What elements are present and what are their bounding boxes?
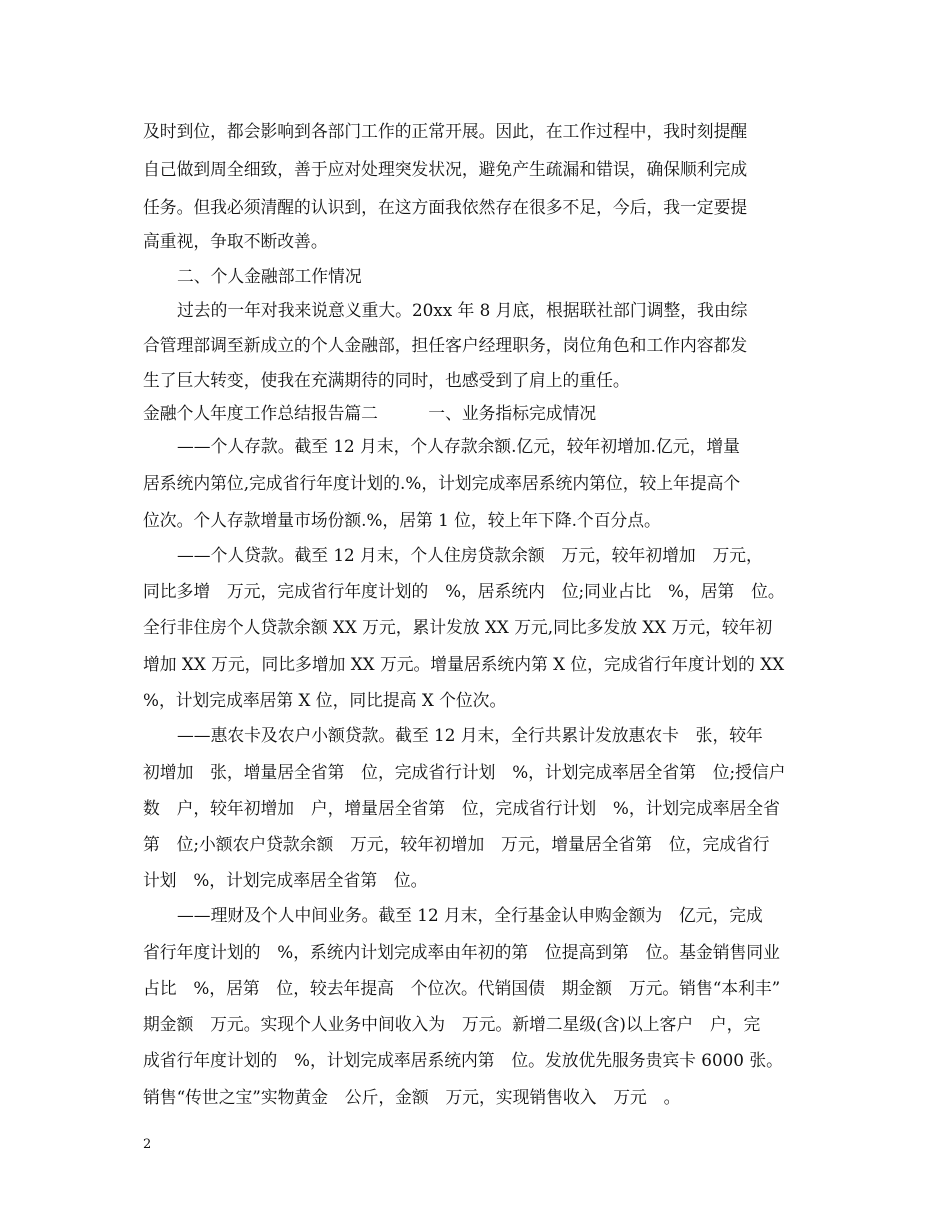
text-line: 占比 %，居第 位，较去年提高 个位次。代销国债 期金额 万元。销售“本利丰” — [143, 978, 781, 998]
text-line: 数 户，较年初增加 户，增量居全省第 位，完成省行计划 %，计划完成率居全省 — [143, 798, 780, 818]
section-heading: 二、个人金融部工作情况 — [177, 266, 362, 286]
text-line: 合管理部调至新成立的个人金融部，担任客户经理职务，岗位角色和工作内容都发 — [143, 335, 748, 355]
text-line: 居系统内第位,完成省行年度计划的.%，计划完成率居系统内第位，较上年提高个 — [143, 473, 741, 493]
text-line: 成省行年度计划的 %，计划完成率居系统内第 位。发放优先服务贵宾卡 6000 张。 — [143, 1050, 783, 1070]
text-line: 自己做到周全细致，善于应对处理突发状况，避免产生疏漏和错误，确保顺利完成 — [143, 159, 748, 179]
text-line: ——个人存款。截至 12 月末，个人存款余额.亿元，较年初增加.亿元，增量 — [177, 436, 740, 456]
text-line: 位次。个人存款增量市场份额.%，居第 1 位，较上年下降.个百分点。 — [143, 510, 661, 530]
text-line: 过去的一年对我来说意义重大。20xx 年 8 月底，根据联社部门调整，我由综 — [177, 300, 748, 320]
text-line: ——理财及个人中间业务。截至 12 月末，全行基金认申购金额为 亿元，完成 — [177, 905, 763, 925]
text-line: ——个人贷款。截至 12 月末，个人住房贷款余额 万元，较年初增加 万元， — [177, 545, 763, 565]
text-line: 省行年度计划的 %，系统内计划完成率由年初的第 位提高到第 位。基金销售同业 — [143, 942, 780, 962]
text-line: 销售“传世之宝”实物黄金 公斤，金额 万元，实现销售收入 万元 。 — [143, 1087, 681, 1107]
text-line: 全行非住房个人贷款余额 XX 万元，累计发放 XX 万元,同比多发放 XX 万元，较年初 — [143, 617, 773, 637]
text-line: 计划 %，计划完成率居全省第 位。 — [143, 870, 428, 890]
text-line: ——惠农卡及农户小额贷款。截至 12 月末，全行共累计发放惠农卡 张，较年 — [177, 725, 763, 745]
text-line: 初增加 张，增量居全省第 位，完成省行计划 %，计划完成率居全省第 位;授信户 — [143, 762, 786, 782]
text-line: 第 位;小额农户贷款余额 万元，较年初增加 万元，增量居全省第 位，完成省行 — [143, 834, 770, 854]
page-number: 2 — [143, 1137, 152, 1152]
text-line: 增加 XX 万元，同比多增加 XX 万元。增量居系统内第 X 位，完成省行年度计划的 XX — [143, 654, 785, 674]
text-line: %，计划完成率居第 X 位，同比提高 X 个位次。 — [143, 690, 507, 710]
text-line: 同比多增 万元，完成省行年度计划的 %，居系统内 位;同业占比 %，居第 位。 — [143, 581, 785, 601]
text-line: 及时到位，都会影响到各部门工作的正常开展。因此，在工作过程中，我时刻提醒 — [143, 121, 748, 141]
text-line: 高重视，争取不断改善。 — [143, 231, 328, 251]
text-line: 生了巨大转变，使我在充满期待的同时，也感受到了肩上的重任。 — [143, 370, 630, 390]
text-line: 任务。但我必须清醒的认识到，在这方面我依然存在很多不足，今后，我一定要提 — [143, 197, 748, 217]
report-title-line: 金融个人年度工作总结报告篇二 一、业务指标完成情况 — [143, 403, 597, 423]
text-line: 期金额 万元。实现个人业务中间收入为 万元。新增二星级(含)以上客户 户，完 — [143, 1014, 761, 1034]
